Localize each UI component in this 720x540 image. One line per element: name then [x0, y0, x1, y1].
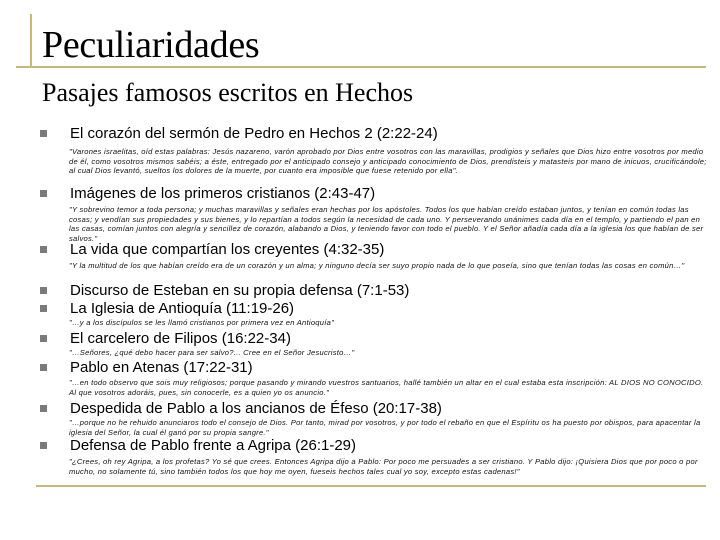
list-item	[0, 184, 720, 204]
list-item	[0, 358, 720, 378]
bullet-text: Pablo en Atenas (17:22-31)	[70, 359, 253, 376]
bible-quote: "¿Crees, oh rey Agripa, a los profetas? Yo sé que crees. Entonces Agripa dijo a Pablo: Por poco me persuades a ser cristiano. Y Pablo dijo: ¡Quisiera Dios que por poco o por mucho, no solamente tú, sino también todos los que hoy me oyen, fueseis hechos tales cual yo soy, excepto estas cadenas!"	[69, 457, 698, 476]
title-accent-horizontal-line	[16, 66, 706, 68]
slide-subtitle: Pasajes famosos escritos en Hechos	[42, 78, 414, 107]
bible-quote: "…porque no he rehuido anunciaros todo el consejo de Dios. Por tanto, mirad por vosotros, y por todo el rebaño en que el Espíritu os ha puesto por obispos, para apacentar la iglesia del Señor, la cual él ganó por su propia sangre."	[69, 418, 701, 437]
bible-quote: "…y a los discípulos se les llamó cristianos por primera vez en Antioquía"	[69, 318, 335, 327]
list-item	[0, 240, 720, 260]
title-accent-vertical-line	[30, 14, 32, 66]
square-bullet-icon	[40, 364, 47, 371]
bullet-text: Imágenes de los primeros cristianos (2:43-47)	[70, 185, 376, 202]
square-bullet-icon	[40, 305, 47, 312]
square-bullet-icon	[40, 287, 47, 294]
bullet-text: Discurso de Esteban en su propia defensa (7:1-53)	[70, 282, 410, 299]
square-bullet-icon	[40, 442, 47, 449]
bible-quote: "…en todo observo que sois muy religiosos; porque pasando y mirando vuestros santuarios, hallé también un altar en el cual estaba esta inscripción: AL DIOS NO CONOCIDO. Al que vosotros adoráis, pues, sin conocerle, es a quien yo os anuncio."	[69, 378, 704, 397]
list-item	[0, 399, 720, 419]
square-bullet-icon	[40, 130, 47, 137]
bible-quote: "Y sobrevino temor a toda persona; y muchas maravillas y señales eran hechas por los apóstoles. Todos los que habían creído estaban juntos, y tenían en común todas las cosas; y vendían sus propiedades y sus bienes, y lo repartían a todos según la necesidad de cada uno. Y perseverando unánimes cada día en el templo, y partiendo el pan en las casas, comían juntos con alegría y sencillez de corazón, alabando a Dios, y teniendo favor con todo el pueblo. Y el Señor añadía cada día a la iglesia los que habían de ser salvos."	[69, 205, 704, 243]
bullet-text: La vida que compartían los creyentes (4:32-35)	[70, 241, 385, 258]
list-item	[0, 124, 720, 144]
slide-title: Peculiaridades	[42, 24, 260, 66]
list-item	[0, 436, 720, 456]
bible-quote: "Y la multitud de los que habían creído era de un corazón y un alma; y ninguno decía ser suyo propio nada de lo que poseía, sino que tenían todas las cosas en común…"	[69, 261, 685, 270]
square-bullet-icon	[40, 335, 47, 342]
list-item	[0, 329, 720, 349]
bullet-text: La Iglesia de Antioquía (11:19-26)	[70, 300, 295, 317]
list-item	[0, 299, 720, 319]
footer-accent-line	[36, 485, 706, 487]
bullet-text: Despedida de Pablo a los ancianos de Éfeso (20:17-38)	[70, 400, 442, 417]
square-bullet-icon	[40, 190, 47, 197]
square-bullet-icon	[40, 405, 47, 412]
bible-quote: "…Señores, ¿qué debo hacer para ser salvo?... Cree en el Señor Jesucristo…"	[69, 348, 355, 357]
bullet-text: El corazón del sermón de Pedro en Hechos 2 (2:22-24)	[70, 125, 438, 142]
bullet-text: El carcelero de Filipos (16:22-34)	[70, 330, 291, 347]
bullet-text: Defensa de Pablo frente a Agripa (26:1-29)	[70, 437, 357, 454]
bible-quote: "Varones israelitas, oíd estas palabras: Jesús nazareno, varón aprobado por Dios entre vosotros con las maravillas, prodigios y señales que Dios hizo entre vosotros por medio de él, como vosotros mismos sabéis; a éste, entregado por el anticipado consejo y anticipado conocimiento de Dios, prendisteis y matasteis por mano de inicuos, crucificándole; al cual Dios levantó, sueltos los dolores de la muerte, por cuanto era imposible que fuese retenido por ella".	[69, 147, 707, 176]
square-bullet-icon	[40, 246, 47, 253]
list-item	[0, 281, 720, 301]
